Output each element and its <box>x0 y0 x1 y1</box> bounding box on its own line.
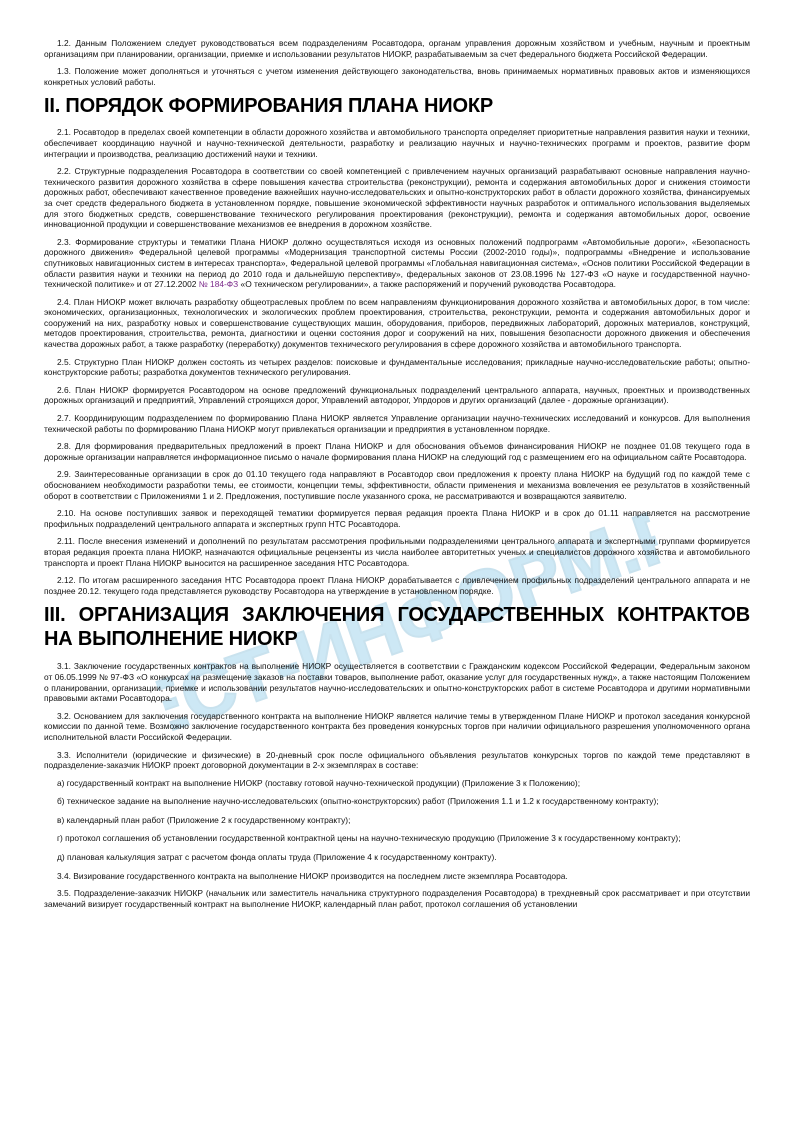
list-item-a: а) государственный контракт на выполнение НИОКР (поставку готовой научно-технической продукции) (Приложение 3 к Положению); <box>57 777 581 788</box>
paragraph-2-2: 2.2. Структурные подразделения Росавтодора в соответствии со своей компетенцией с привлечением научных организаций разрабатывают основные направления научно-технического развития дорожного хозяйства в сфере повышения качества строительства (реконструкции), ремонта и содержания автомобильных дорог и снижения стоимости дорожных работ, обеспечивают качественное проведение важнейших научно-исследовательских и опытно-конструкторских работ в области дорожного хозяйства, финансируемых за счет средств федерального бюджета в установленном порядке, повышение экономической эффективности научных разработок и оптимального использования выделяемых для этого бюджетных средств, совершенствование технического регулирования проектирования (реконструкции), ремонта и содержания автомобильных дорог, освоение инновационной продукции и совершенствование механизмов ее внедрения в дорожном хозяйстве. <box>44 166 750 230</box>
paragraph-1-2: 1.2. Данным Положением следует руководствоваться всем подразделениям Росавтодора, органам управления дорожным хозяйством и учебным, научным и проектным организациям при планировании, организации, приемке и использовании результатов НИОКР, разрабатываемым за счет федерального бюджета Российской Федерации. <box>44 38 750 59</box>
paragraph-2-7: 2.7. Координирующим подразделением по формированию Плана НИОКР является Управление организации научно-технических исследований и конкурсов. Для выполнения технической работы по формированию Плана НИОКР могут привлекаться организации и предприятия в установленном порядке. <box>44 413 750 434</box>
paragraph-3-3: 3.3. Исполнители (юридические и физические) в 20-дневный срок после официального объявления результатов конкурсных торгов по каждой теме представляют в подразделение-заказчик НИОКР проект договорной документации в 2-х экземплярах в составе: <box>44 749 750 771</box>
paragraph-3-5: 3.5. Подразделение-заказчик НИОКР (начальник или заместитель начальника структурного подразделения Росавтодора) в трехдневный срок рассматривает и при отсутствии замечаний визирует государственный контракт на выполнение НИОКР, календарный план работ, протокол соглашения об установлении <box>44 888 750 909</box>
paragraph-3-4: 3.4. Визирование государственного контракта на выполнение НИОКР производится на последнем листе экземпляра Росавтодора. <box>57 870 568 881</box>
watermark-text: ТЕСТ-ИНФОРМ.РУ <box>148 492 672 753</box>
paragraph-2-10: 2.10. На основе поступивших заявок и переходящей тематики формируется первая редакция проекта Плана НИОКР и в срок до 01.11 направляется на рассмотрение профильных подразделений центрального аппарата и экспертных групп НТС Росавтодора. <box>44 508 750 529</box>
section-3-heading: III. ОРГАНИЗАЦИЯ ЗАКЛЮЧЕНИЯ ГОСУДАРСТВЕННЫХ КОНТРАКТОВ НА ВЫПОЛНЕНИЕ НИОКР <box>44 604 750 651</box>
document-page <box>44 38 750 916</box>
list-item-v: в) календарный план работ (Приложение 2 к государственному контракту); <box>57 814 351 825</box>
list-item-d: д) плановая калькуляция затрат с расчетом фонда оплаты труда (Приложение 4 к государственному контракту). <box>57 852 497 863</box>
law-184-fz-link[interactable]: № 184-ФЗ <box>198 279 239 290</box>
paragraph-3-1: 3.1. Заключение государственных контрактов на выполнение НИОКР осуществляется в соответствии с Гражданским кодексом Российской Федерации, Федеральным законом от 06.05.1999 № 97-ФЗ «О конкурсах на размещение заказов на поставки товаров, выполнение работ, оказание услуг для государственных нужд», а также настоящим Положением о планировании, организации, приемке и использовании результатов научно-исследовательских и опытно-конструкторских работ в системе Росавтодора и другими нормативными правовыми актами Росавтодора. <box>44 661 750 704</box>
paragraph-2-6: 2.6. План НИОКР формируется Росавтодором на основе предложений функциональных подразделений центрального аппарата, научных, проектных и производственных дорожных организаций и предприятий, Управлений строящихся дорог, Управлений автодорог, Упрдоров и других организаций (далее - дорожные организации). <box>44 384 750 406</box>
paragraph-2-1: 2.1. Росавтодор в пределах своей компетенции в области дорожного хозяйства и автомобильного транспорта определяет приоритетные направления развития науки и техники, обеспечивает координацию научной и научно-технической деятельности, разработку и реализацию научных и научно-технических программ и проектов, развитие форм интеграции и производства, реализацию достижений науки и техники. <box>44 127 750 159</box>
paragraph-2-11: 2.11. После внесения изменений и дополнений по результатам рассмотрения профильными подразделениями центрального аппарата и экспертными группами формируется вторая редакция проекта плана НИОКР, назначаются официальные рецензенты из числа наиболее авторитетных ученых и специалистов дорожного хозяйства и автомобильного транспорта и проект Плана НИОКР выносится на расширенное заседания НТС Росавтодора. <box>44 536 750 568</box>
paragraph-2-3-text-a: 2.3. Формирование структуры и тематики Плана НИОКР должно осуществляться исходя из основных положений подпрограмм «Автомобильные дороги», «Безопасность дорожного движения» Федеральной целевой программы «Модернизация транспортной системы России (2002-2010 годы)», подпрограммы «Внедрение и использование спутниковых навигационных систем в интересах транспорта», Федеральной целевой программы «Глобальная навигационная система», «Основ политики Российской Федерации в области развития науки и техники на период до 2010 года и дальнейшую перспективу», федеральных законов от 23.08.1996 № 127-ФЗ «О науке и государственной научно-технической политике» и от 27.12.2002 <box>44 236 750 290</box>
paragraph-2-12: 2.12. По итогам расширенного заседания НТС Росавтодора проект Плана НИОКР дорабатывается с привлечением профильных подразделений центрального аппарата и не позднее 20.12. текущего года представляется руководству Росавтодора на утверждение в установленном порядке. <box>44 575 750 596</box>
section-2-heading: II. ПОРЯДОК ФОРМИРОВАНИЯ ПЛАНА НИОКР <box>44 95 493 118</box>
list-item-b: б) техническое задание на выполнение научно-исследовательских (опытно-конструкторских) работ (Приложения 1.1 и 1.2 к государственному контракту); <box>57 796 659 807</box>
paragraph-2-8: 2.8. Для формирования предварительных предложений в проект Плана НИОКР и для обоснования объемов финансирования НИОКР не позднее 01.08 текущего года в дорожные организации направляется информационное письмо о начале формирования плана НИОКР на следующий год с размещением его на официальном сайте Росавтодора. <box>44 441 750 462</box>
paragraph-2-5: 2.5. Структурно План НИОКР должен состоять из четырех разделов: поисковые и фундаментальные исследования; прикладные научно-исследовательские работы; опытно-конструкторские работы; разработка документов технического регулирования. <box>44 356 750 378</box>
paragraph-3-2: 3.2. Основанием для заключения государственного контракта на выполнение НИОКР является наличие темы в утвержденном Плане НИОКР и протокол заседания конкурсной комиссии по данной теме. Возможно заключение государственного контракта без проведения конкурсных торгов при наличии официального разрешения уполномоченного органа исполнительной власти Российской Федерации. <box>44 710 750 742</box>
list-item-g: г) протокол соглашения об установлении государственной контрактной цены на научно-техническую продукцию (Приложение 3 к государственному контракту); <box>57 833 681 844</box>
paragraph-2-3 <box>44 237 750 290</box>
paragraph-2-3-text-b: «О техническом регулировании», а также распоряжений и поручений руководства Росавтодора. <box>238 279 616 290</box>
paragraph-2-4: 2.4. План НИОКР может включать разработку общеотраслевых проблем по всем направлениям функционирования дорожного хозяйства и автомобильных дорог, в том числе: экономических, организационных, технологических и экологических проблем проектирования, строительства, реконструкции, ремонта и содержания автомобильных дорог и сооружений на них, разработку новых и совершенствование существующих машин, оборудования, приборов, передвижных лабораторий, дорожных материалов, конструкций, методов проектирования, строительства, ремонта, диагностики и оценки состояния дорог и сооружений на них, повышения безопасности дорожного движения и обеспечения качества дорожных работ, а также разработку (переработку) документов технического регулирования в сфере дорожного хозяйства и автомобильного транспорта. <box>44 296 750 350</box>
paragraph-2-9: 2.9. Заинтересованные организации в срок до 01.10 текущего года направляют в Росавтодор свои предложения к проекту плана НИОКР на будущий год по каждой теме с обоснованием необходимости разработки темы, ее стоимости, концепции темы, эффективности, области применения и механизма вовлечения ее результатов в хозяйственный оборот в соответствии с Приложениями 1 и 2. Предложения, поступившие после указанного срока, не рассматриваются и возвращаются заявителю. <box>44 469 750 501</box>
paragraph-1-3: 1.3. Положение может дополняться и уточняться с учетом изменения действующего законодательства, вновь принимаемых нормативных правовых актов и изменяющихся конкретных условий работы. <box>44 66 750 87</box>
